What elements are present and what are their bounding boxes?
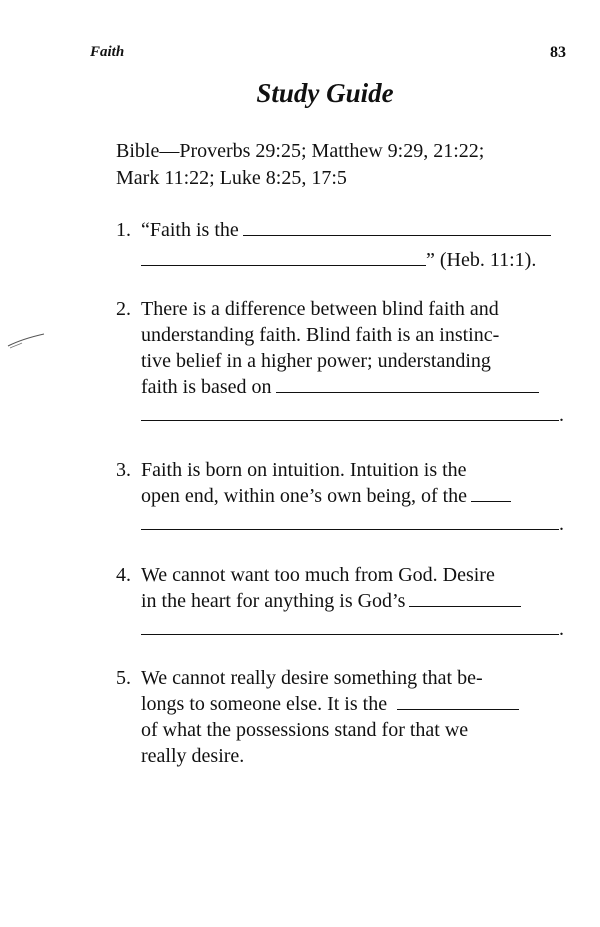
answer-blank[interactable] <box>276 374 539 393</box>
question-text: in the heart for anything is God’s <box>141 590 406 612</box>
question-text: ” (Heb. 11:1). <box>426 249 537 271</box>
question-line <box>141 691 571 717</box>
answer-blank[interactable] <box>471 483 511 502</box>
references-line-1: Bible—Proverbs 29:25; Matthew 9:29, 21:22; <box>116 140 485 162</box>
question-line: understanding faith. Blind faith is an instinc- <box>141 324 500 346</box>
question-line <box>141 374 571 400</box>
question-line: We cannot want too much from God. Desire <box>141 564 495 586</box>
page-title: Study Guide <box>256 78 394 108</box>
answer-blank[interactable] <box>141 511 559 530</box>
question-number: 4. <box>116 564 131 586</box>
question-line: We cannot really desire something that be- <box>141 667 483 689</box>
question-3 <box>116 457 571 537</box>
running-head: Faith <box>90 44 125 60</box>
question-line <box>141 588 571 614</box>
stray-pen-mark <box>6 328 46 350</box>
question-line: of what the possessions stand for that we <box>141 719 469 741</box>
page-number: 83 <box>550 44 566 61</box>
question-line <box>141 483 571 509</box>
answer-blank[interactable] <box>397 691 519 710</box>
question-line <box>141 217 571 243</box>
question-line: Faith is born on intuition. Intuition is the <box>141 459 467 481</box>
question-number: 3. <box>116 459 131 481</box>
question-number: 1. <box>116 219 131 241</box>
question-2 <box>116 296 571 428</box>
question-text: longs to someone else. It is the <box>141 693 388 715</box>
question-number: 5. <box>116 667 131 689</box>
answer-blank[interactable] <box>409 588 521 607</box>
answer-blank[interactable] <box>141 402 559 421</box>
answer-blank[interactable] <box>141 247 426 266</box>
question-line <box>141 247 571 273</box>
question-4 <box>116 562 571 642</box>
question-line: tive belief in a higher power; understanding <box>141 350 491 372</box>
question-text: . <box>559 618 564 640</box>
question-text: . <box>559 513 564 535</box>
question-text: “Faith is the <box>141 219 239 241</box>
question-1 <box>116 217 571 273</box>
question-text: faith is based on <box>141 376 272 398</box>
question-line: really desire. <box>141 745 245 767</box>
bible-references <box>116 138 576 192</box>
answer-blank[interactable] <box>141 616 559 635</box>
question-number: 2. <box>116 298 131 320</box>
question-line <box>141 511 571 537</box>
question-line <box>141 402 571 428</box>
question-line <box>141 616 571 642</box>
question-line: There is a difference between blind faith and <box>141 298 499 320</box>
question-5 <box>116 665 571 769</box>
references-line-2: Mark 11:22; Luke 8:25, 17:5 <box>116 167 347 189</box>
question-text: . <box>559 404 564 426</box>
question-text: open end, within one’s own being, of the <box>141 485 468 507</box>
answer-blank[interactable] <box>243 217 551 236</box>
